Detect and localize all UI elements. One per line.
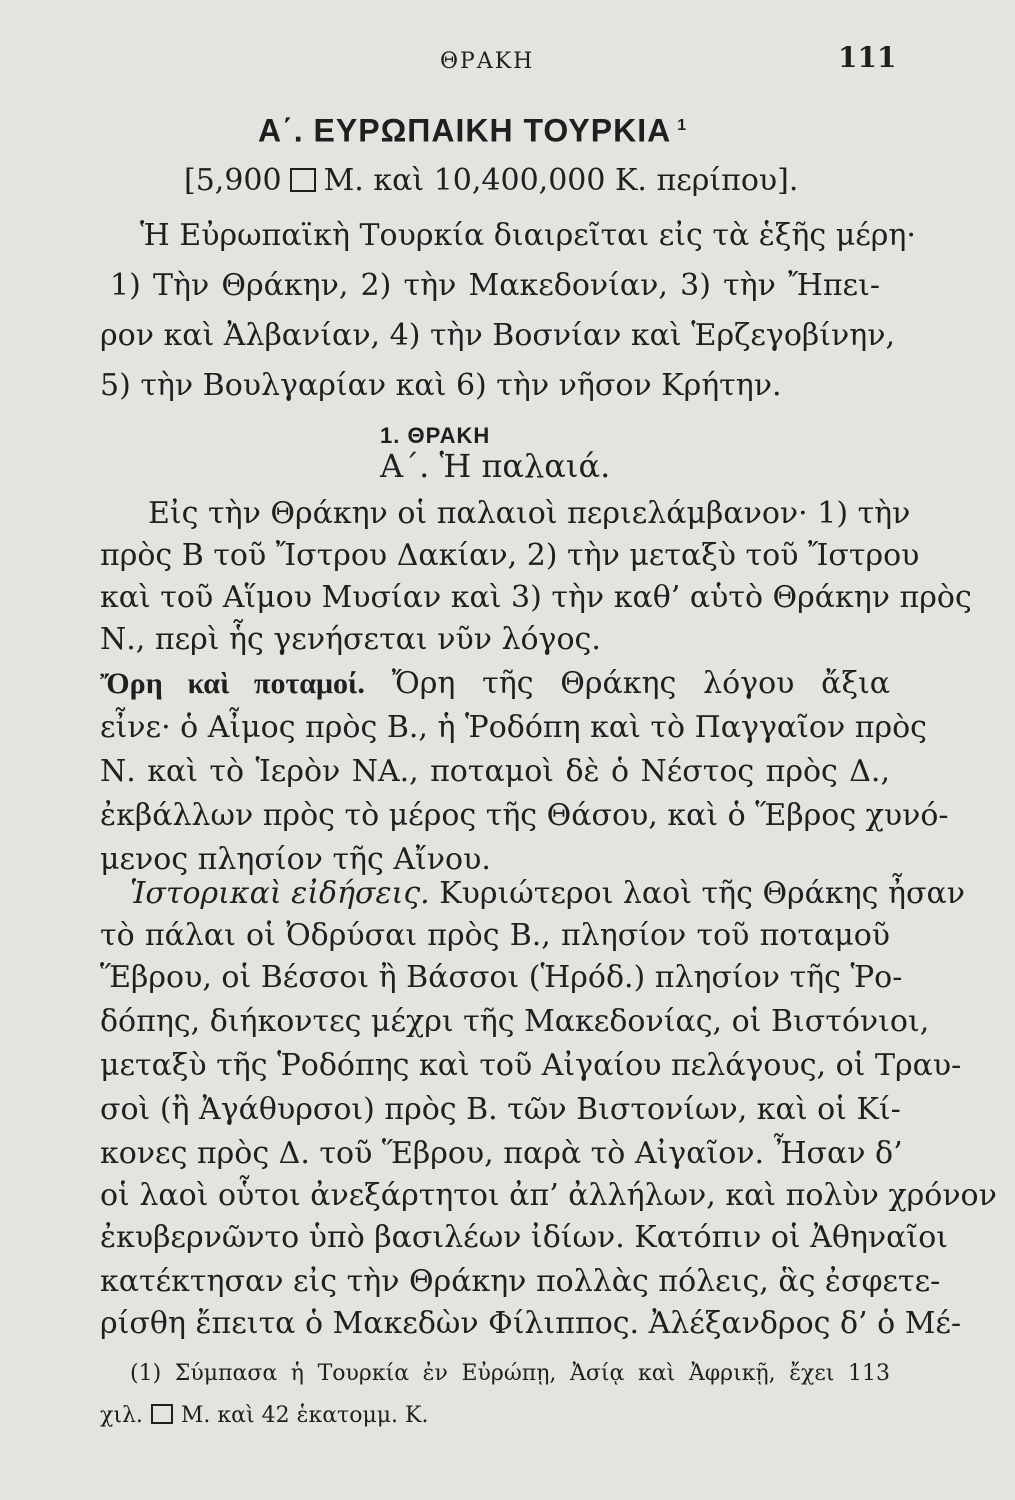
footnote-marker: 1 — [677, 117, 688, 134]
para3-line-8: οἱ λαοὶ οὗτοι ἀνεξάρτητοι ἀπ’ ἀλλήλων, καὶ πολὺν χρόνον — [100, 1178, 997, 1213]
para2-line-5: μενος πλησίον τῆς Αἴνου. — [100, 842, 491, 877]
intro-line-1: Ἡ Εὐρωπαϊκὴ Τουρκία διαιρεῖται εἰς τὰ ἑξῆς μέρη· — [140, 218, 916, 253]
para2-line-1-rest: Ὄρη τῆς Θράκης λόγου ἄξια — [364, 666, 890, 701]
para3-line-1-rest: Κυριώτεροι λαοὶ τῆς Θράκης ἦσαν — [429, 876, 965, 911]
area-line — [184, 163, 798, 199]
footnote-line-1: (1) Σύμπασα ἡ Τουρκία ἐν Εὐρώπῃ, Ἀσίᾳ καὶ Ἀφρικῇ, ἔχει 113 — [130, 1361, 890, 1386]
section-heading: 1. ΘΡΑΚΗ — [380, 423, 491, 448]
intro-line-2: 1) Τὴν Θράκην, 2) τὴν Μακεδονίαν, 3) τὴν Ἤπει- — [110, 268, 880, 303]
para2-line-2: εἶνε· ὁ Αἶμος πρὸς Β., ἡ Ῥοδόπη καὶ τὸ Παγγαῖον πρὸς — [100, 710, 927, 745]
para2-line-1 — [100, 666, 890, 702]
para3-line-10: κατέκτησαν εἰς τὴν Θράκην πολλὰς πόλεις, ἃς ἐσφετε- — [100, 1264, 941, 1299]
para3-line-2: τὸ πάλαι οἱ Ὀδρύσαι πρὸς Β., πλησίον τοῦ ποταμοῦ — [100, 918, 890, 953]
para3-line-4: δόπης, διήκοντες μέχρι τῆς Μακεδονίας, οἱ Βιστόνιοι, — [100, 1004, 930, 1039]
para3-line-3: Ἕβρου, οἱ Βέσσοι ἢ Βάσσοι (Ἡρόδ.) πλησίον τῆς Ῥο- — [100, 960, 903, 995]
chapter-title — [258, 108, 687, 149]
area-rest: Μ. καὶ 10,400,000 Κ. περίπου]. — [323, 163, 799, 198]
para2-lead: Ὄρη καὶ ποταμοί. — [100, 667, 365, 700]
para3-line-7: κονες πρὸς Δ. τοῦ Ἕβρου, παρὰ τὸ Αἰγαῖον. Ἦσαν δ’ — [100, 1136, 903, 1171]
para2-line-3: Ν. καὶ τὸ Ἱερὸν ΝΑ., ποταμοὶ δὲ ὁ Νέστος πρὸς Δ., — [100, 754, 890, 789]
square-icon — [290, 168, 316, 192]
para2-line-4: ἐκβάλλων πρὸς τὸ μέρος τῆς Θάσου, καὶ ὁ Ἕβρος χυνό- — [100, 798, 949, 833]
footnote-line-2 — [100, 1402, 428, 1430]
para3-lead: Ἱστορικαὶ εἰδήσεις. — [130, 876, 430, 911]
para1-line-3: καὶ τοῦ Αἵμου Μυσίαν καὶ 3) τὴν καθ’ αὑτὸ Θράκην πρὸς — [100, 580, 972, 615]
square-icon — [151, 1404, 173, 1424]
para3-line-5: μεταξὺ τῆς Ῥοδόπης καὶ τοῦ Αἰγαίου πελάγους, οἱ Τραυ- — [100, 1048, 962, 1083]
para3-line-6: σοὶ (ἢ Ἀγάθυρσοι) πρὸς Β. τῶν Βιστονίων, καὶ οἱ Κί- — [100, 1092, 901, 1127]
para3-line-1 — [130, 876, 965, 912]
page-number: 111 — [838, 41, 897, 74]
chapter-title-text: Α΄. ΕΥΡΩΠΑΙΚΗ ΤΟΥΡΚΙΑ — [258, 112, 672, 149]
para1-line-4: Ν., περὶ ἧς γενήσεται νῦν λόγος. — [100, 622, 601, 657]
para3-line-11: ρίσθη ἔπειτα ὁ Μακεδὼν Φίλιππος. Ἀλέξανδρος δ’ ὁ Μέ- — [100, 1306, 962, 1341]
area-value: [5,900 — [184, 163, 282, 198]
intro-line-3: ρον καὶ Ἀλβανίαν, 4) τὴν Βοσνίαν καὶ Ἑρζεγοβίνην, — [100, 318, 895, 353]
para3-line-9: ἐκυβερνῶντο ὑπὸ βασιλέων ἰδίων. Κατόπιν οἱ Ἀθηναῖοι — [100, 1220, 949, 1255]
footnote-rest: Μ. καὶ 42 ἑκατομμ. Κ. — [180, 1403, 429, 1428]
section-subheading: Α΄. Ἡ παλαιά. — [380, 447, 611, 485]
footnote-abbrev: χιλ. — [100, 1403, 143, 1428]
para1-line-2: πρὸς Β τοῦ Ἴστρου Δακίαν, 2) τὴν μεταξὺ τοῦ Ἴστρου — [100, 538, 920, 573]
intro-line-4: 5) τὴν Βουλγαρίαν καὶ 6) τὴν νῆσον Κρήτην. — [100, 368, 782, 403]
running-title: ΘΡΑΚΗ — [440, 49, 535, 74]
para1-line-1: Εἰς τὴν Θράκην οἱ παλαιοὶ περιελάμβανον· 1) τὴν — [148, 496, 911, 531]
